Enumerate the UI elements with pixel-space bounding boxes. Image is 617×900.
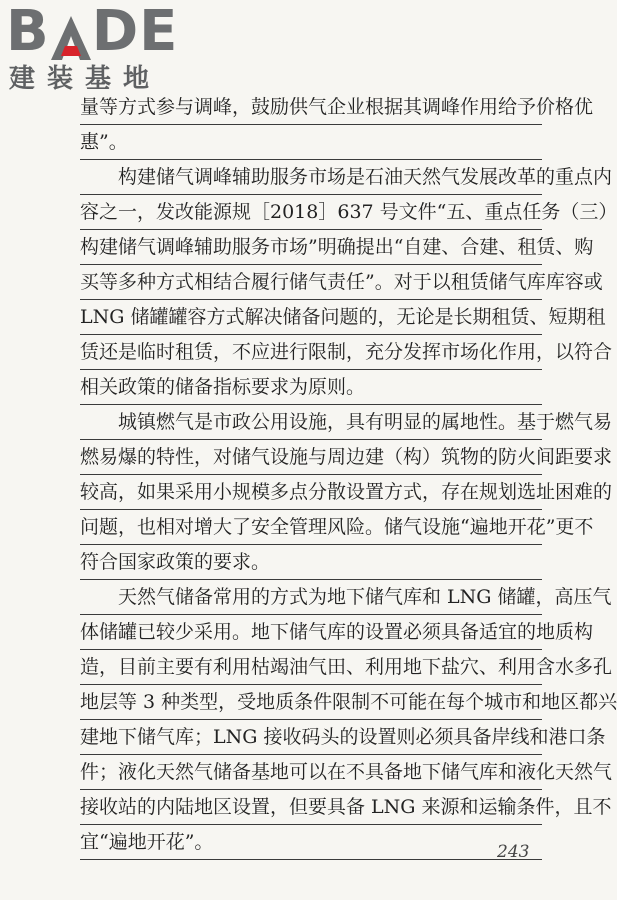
text-line: 赁还是临时租赁，不应进行限制，充分发挥市场化作用，以符合: [80, 335, 542, 370]
text-line: 接收站的内陆地区设置，但要具备 LNG 来源和运输条件，且不: [80, 790, 542, 825]
text-line: 买等多种方式相结合履行储气责任”。对于以租赁储气库库容或: [80, 265, 542, 300]
text-line: 较高，如果采用小规模多点分散设置方式，存在规划选址困难的: [80, 475, 542, 510]
text-line: 造，目前主要有利用枯竭油气田、利用地下盐穴、利用含水多孔: [80, 650, 542, 685]
text-line: 容之一，发改能源规［2018］637 号文件“五、重点任务（三）: [80, 195, 542, 230]
text-line: 城镇燃气是市政公用设施，具有明显的属地性。基于燃气易: [80, 405, 542, 440]
paragraph: [80, 160, 617, 405]
paragraph: [80, 405, 613, 580]
text-line: 相关政策的储备指标要求为原则。: [80, 370, 542, 405]
text-line: 惠”。: [80, 125, 542, 160]
text-line: 天然气储备常用的方式为地下储气库和 LNG 储罐，高压气: [80, 580, 542, 615]
text-line: 建地下储气库；LNG 接收码头的设置则必须具备岸线和港口条: [80, 720, 542, 755]
bade-logo: [6, 0, 179, 95]
text-line: LNG 储罐罐容方式解决储备问题的，无论是长期租赁、短期租: [80, 300, 542, 335]
logo-a-icon: [51, 12, 91, 60]
document-page: [80, 90, 617, 860]
logo-tagline: 建装基地: [9, 64, 162, 94]
page-number: 243: [497, 842, 530, 862]
text-line: 地层等 3 种类型，受地质条件限制不可能在每个城市和地区都兴: [80, 685, 542, 720]
text-line: 宜“遍地开花”。: [80, 825, 542, 860]
text-line: 件；液化天然气储备基地可以在不具备地下储气库和液化天然气: [80, 755, 542, 790]
logo-brand: B DE: [6, 0, 179, 64]
text-line: 符合国家政策的要求。: [80, 545, 542, 580]
text-line: 体储罐已较少采用。地下储气库的设置必须具备适宜的地质构: [80, 615, 542, 650]
text-line: 构建储气调峰辅助服务市场”明确提出“自建、合建、租赁、购: [80, 230, 542, 265]
text-line: 燃易爆的特性，对储气设施与周边建（构）筑物的防火间距要求: [80, 440, 542, 475]
text-line: 构建储气调峰辅助服务市场是石油天然气发展改革的重点内: [80, 160, 542, 195]
text-line: 问题，也相对增大了安全管理风险。储气设施“遍地开花”更不: [80, 510, 542, 545]
text-line: 量等方式参与调峰，鼓励供气企业根据其调峰作用给予价格优: [80, 90, 542, 125]
paragraph: [80, 90, 594, 160]
paragraph: [80, 580, 617, 860]
